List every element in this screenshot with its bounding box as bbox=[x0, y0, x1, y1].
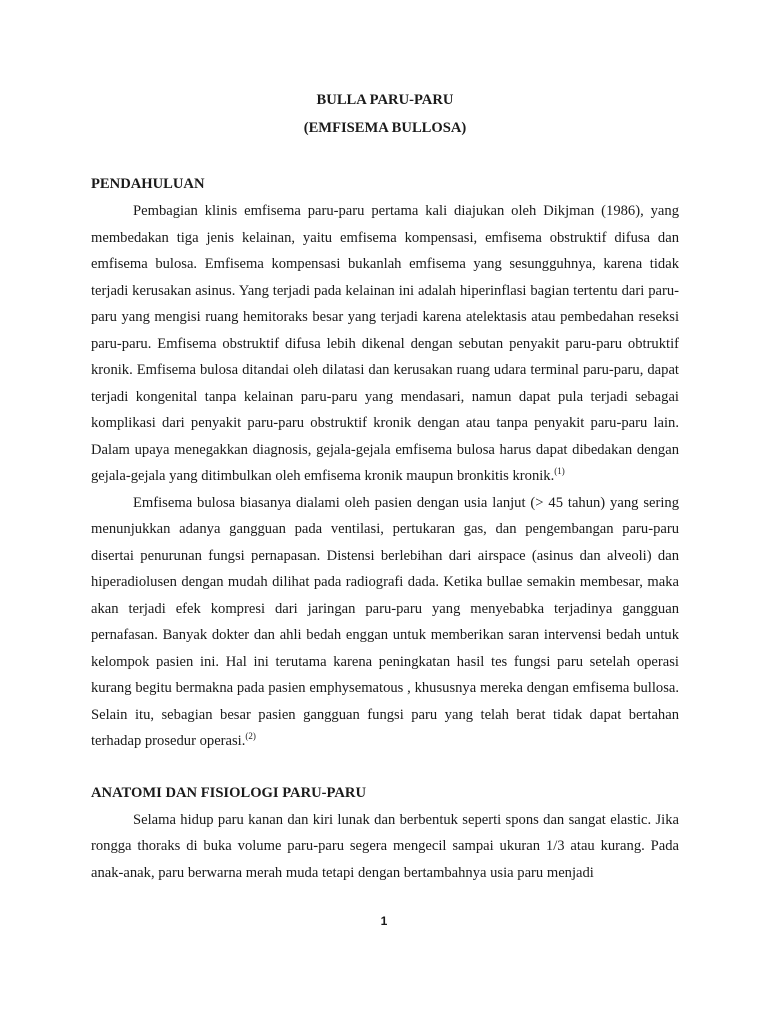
paragraph-text: Pembagian klinis emfisema paru-paru pertama kali diajukan oleh Dikjman (1986), yang membedakan tiga jenis kelainan, yaitu emfisema kompensasi, emfisema obstruktif difusa dan emfisema bulosa. Emfisema kompensasi bukanlah emfisema yang sesungguhnya, karena tidak terjadi kerusakan asinus. Yang terjadi pada kelainan ini adalah hiperinflasi bagian tertentu dari paru-paru yang mengisi ruang hemitoraks besar yang terjadi karena atelektasis atau pembedahan reseksi paru-paru. Emfisema obstruktif difusa lebih dikenal dengan sebutan penyakit paru-paru obtruktif kronik. Emfisema bulosa ditandai oleh dilatasi dan kerusakan ruang udara terminal paru-paru, dapat terjadi kongenital tanpa kelainan paru-paru yang mendasari, namun dapat pula terjadi sebagai komplikasi dari penyakit paru-paru obstruktif kronik dengan atau tanpa penyakit paru-paru lain. Dalam upaya menegakkan diagnosis, gejala-gejala emfisema bulosa harus dapat dibedakan dengan gejala-gejala yang ditimbulkan oleh emfisema kronik maupun bronkitis kronik. bbox=[91, 203, 679, 484]
paragraph-text: Selama hidup paru kanan dan kiri lunak dan berbentuk seperti spons dan sangat elastic. Jika rongga thoraks di buka volume paru-paru segera mengecil sampai ukuran 1/3 atau kurang. Pada anak-anak, paru berwarna merah muda tetapi dengan bertambahnya usia paru menjadi bbox=[91, 811, 679, 881]
document-title: BULLA PARU-PARU bbox=[316, 92, 454, 108]
document-subtitle: (EMFISEMA BULLOSA) bbox=[303, 120, 467, 136]
paragraph bbox=[91, 490, 679, 755]
page-number: 1 bbox=[380, 914, 388, 928]
document-body bbox=[91, 86, 679, 886]
section-heading-pendahuluan: PENDAHULUAN bbox=[91, 176, 205, 192]
paragraph-text: Emfisema bulosa biasanya dialami oleh pasien dengan usia lanjut (> 45 tahun) yang sering menunjukkan adanya gangguan pada ventilasi, pertukaran gas, dan pengembangan paru-paru disertai penurunan fungsi pernapasan. Distensi berlebihan dari airspace (asinus dan alveoli) dan hiperadiolusen dengan mudah dilihat pada radiografi dada. Ketika bullae semakin membesar, maka akan terjadi efek kompresi dari jaringan paru-paru yang menyebabka terjadinya gangguan pernafasan. Banyak dokter dan ahli bedah enggan untuk memberikan saran intervensi bedah untuk kelompok pasien ini. Hal ini terutama karena peningkatan hasil tes fungsi paru setelah operasi kurang begitu bermakna pada pasien emphysematous , khususnya mereka dengan emfisema bullosa. Selain itu, sebagian besar pasien gangguan fungsi paru yang telah berat tidak dapat bertahan terhadap prosedur operasi. bbox=[91, 494, 679, 749]
paragraph bbox=[91, 807, 679, 887]
section-heading-anatomi: ANATOMI DAN FISIOLOGI PARU-PARU bbox=[91, 784, 366, 801]
paragraph bbox=[91, 198, 679, 490]
citation-marker: (2) bbox=[245, 731, 256, 742]
citation-marker: (1) bbox=[554, 466, 565, 477]
